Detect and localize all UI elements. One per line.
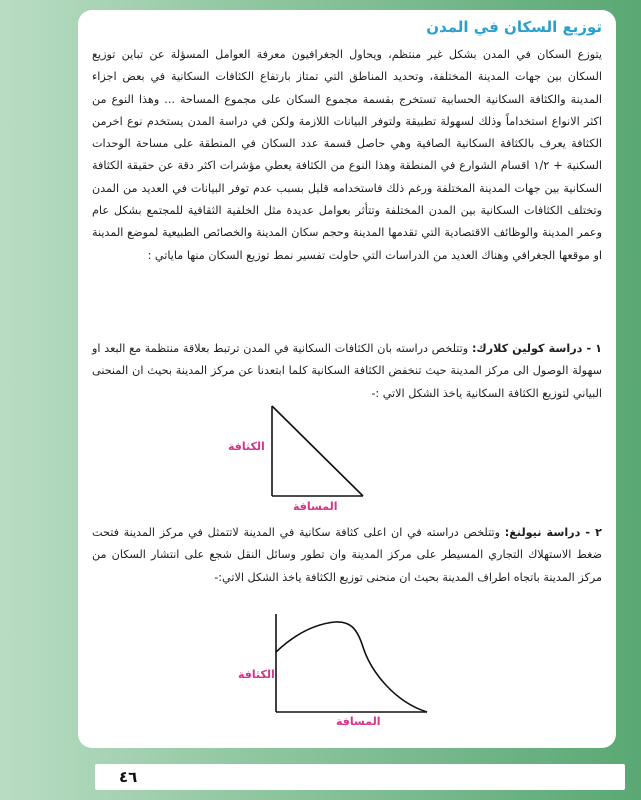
study2-text: وتتلخص دراسته في ان اعلى كثافة سكانية في المدينة لاتتمثل في مركز المدينة فتحت ضغط الاستهلاك التجاري المسيطر على مركز المدينة وان تطور وسائل النقل شجع على انتشار السكان من مركز المدينة باتجاه اطراف المدينة بحيث ان منحنى توزيع الكثافة ياخذ الشكل الاتي:- [92, 526, 602, 584]
intro-paragraph: يتوزع السكان في المدن بشكل غير منتظم، ويحاول الجغرافيون معرفة العوامل المسؤلة عن تباين توزيع السكان بين جهات المدينة المختلفة، وتحديد المناطق التي تمتاز بارتفاع الكثافات السكانية في بعض اجزاء المدينة والكثافة السكانية الحسابية تستخرج بقسمة مجموع السكان على مجموع المساحة ... وهذا النوع من اكثر الانواع استخداماً وذلك لسهولة تطبيقة ولتوفر البيانات اللازمة ولكن في دراسة المدن يستخدم نوع اخرمن الكثافة يعرف بالكثافة السكانية الصافية وهي حاصل قسمة عدد السكان في المنطقة على مساحة الوحدات السكنية + ١/٢ اقسام الشوارع في المنطقة وهذا النوع من الكثافة يعطي مؤشرات اكثر دقة عن حقيقة الكثافة السكانية بين جهات المدينة المختلفة ورغم ذلك فاستخدامه قليل بسبب عدم توفر البيانات في العديد من المدن وتختلف الكثافات السكانية بين المدن المختلفة وتتأثر بعوامل عديدة مثل الخلفية الثقافية للمجتمع بشكل عام وعمر المدينة والوظائف الاقتصادية التي تقدمها المدينة وحجم سكان المدينة والخصائص الطبيعية لموضع المدينة او موقعها الجغرافي وهناك العديد من الدراسات التي حاولت تفسير نمط توزيع السكان منها ماياتي : [92, 48, 602, 262]
figure1-xlabel: المسافة [293, 500, 338, 513]
study1-text: وتتلخص دراسته بان الكثافات السكانية في المدن ترتبط بعلاقة منتظمة مع البعد او سهولة الوصول الى مركز المدينة حيث تنخفض الكثافة السكانية كلما ابتعدنا عن مركز المدينة بحيث ان المنحنى البياني لتوزيع الكثافة السكانية ياخذ الشكل الاتي :- [92, 342, 602, 400]
study1-heading: ١ - دراسة كولين كلارك: [471, 342, 602, 355]
study2-heading: ٢ - دراسة نيولنغ: [504, 526, 602, 539]
figure1-diagram [271, 404, 371, 500]
figure1-svg [271, 404, 371, 500]
page-footer [0, 750, 641, 800]
figure2-ylabel: الكثافة [238, 668, 275, 681]
page-sheet [78, 10, 616, 748]
figure2-density-curve [276, 622, 427, 712]
page-number: ٤٦ [119, 768, 138, 786]
figure2-xlabel: المسافة [336, 715, 381, 728]
page-title: توزيع السكان في المدن [426, 18, 602, 36]
figure2-svg [275, 612, 435, 716]
figure2-diagram [275, 612, 435, 716]
figure1-ylabel: الكثافة [228, 440, 265, 453]
study1-paragraph [92, 338, 602, 405]
study2-paragraph [92, 522, 602, 589]
figure1-density-curve [272, 406, 363, 496]
footer-bar [95, 764, 625, 790]
